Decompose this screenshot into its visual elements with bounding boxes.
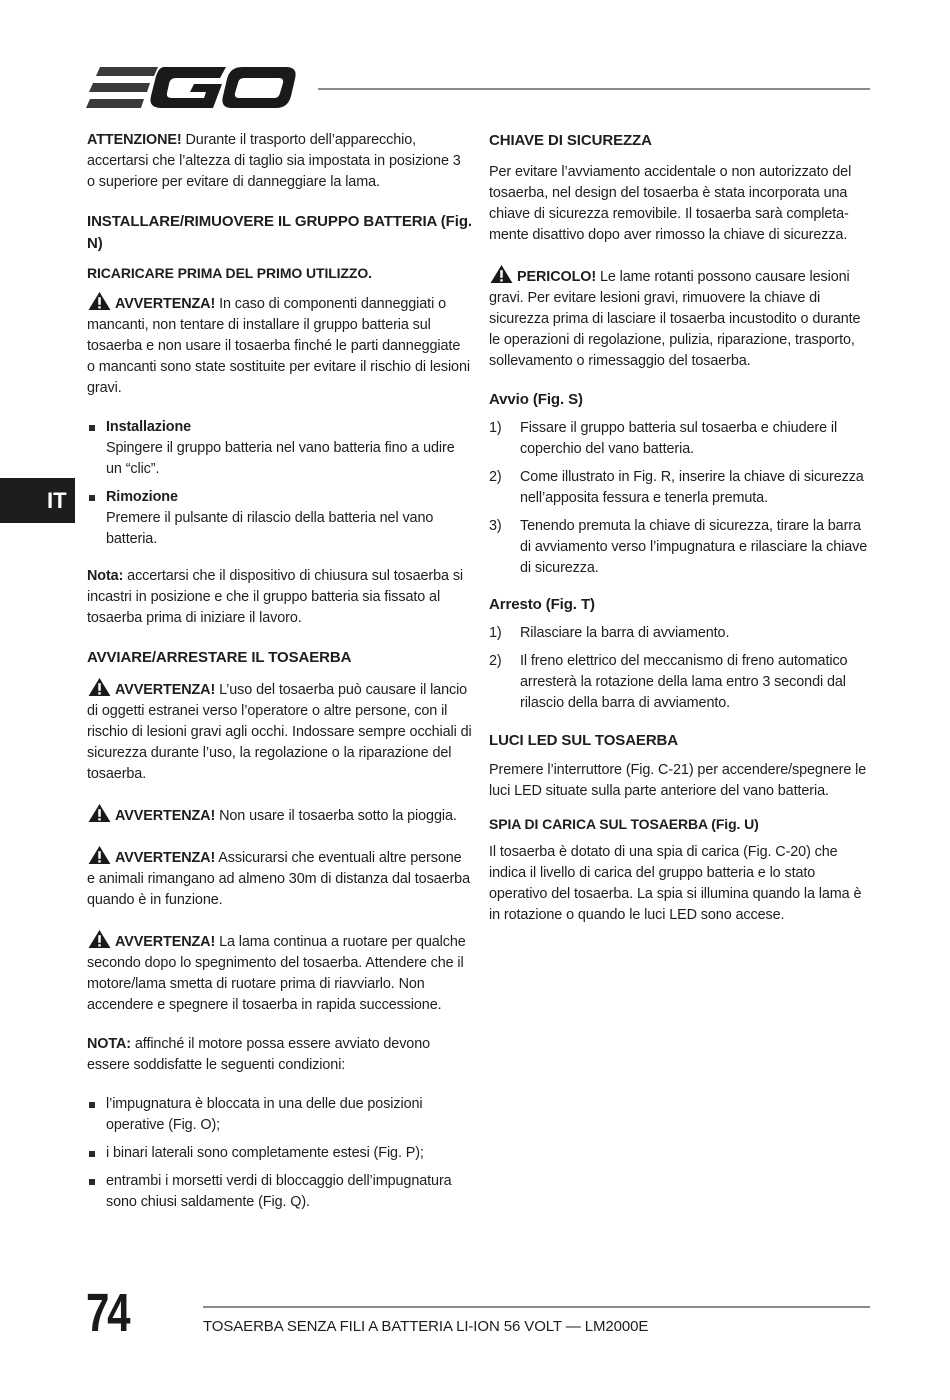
note-latch <box>87 566 472 629</box>
list-item-title: Installazione <box>106 419 192 435</box>
step-number: 2) <box>489 469 502 485</box>
warning-triangle-icon <box>489 264 514 284</box>
charge-indicator-text: Il tosaerba è dotato di una spia di carica (Fig. C-20) che indica il livello di carica del gruppo batteria e lo stato operativo del tosaerba. La spia si illumina quando la lama è in rotazione o quando le luci LED sono accese. <box>489 844 862 923</box>
list-item: entrambi i morsetti verdi di bloccaggio dell’impugnatura sono chiusi saldamente (Fig. Q). <box>87 1171 472 1213</box>
step-number: 1) <box>489 420 502 436</box>
step-text: Il freno elettrico del meccanismo di freno automatico arresterà la rotazione della lama entro 3 secondi dal rilascio della barra di avviamento. <box>520 653 848 711</box>
warning-projectiles <box>87 677 472 785</box>
warning-damaged-parts <box>87 291 472 399</box>
warning-triangle-icon <box>87 803 112 823</box>
step-text: Fissare il gruppo batteria sul tosaerba e chiudere il coperchio del vano batteria. <box>520 420 838 457</box>
list-item <box>489 418 874 460</box>
footer-title: TOSAERBA SENZA FILI A BATTERIA LI-ION 56 VOLT — LM2000E <box>203 1318 649 1335</box>
warning-text: L’uso del tosaerba può causare il lancio di oggetti estranei verso l’operatore o altre persone, con il rischio di lesioni gravi agli occhi. Indossare sempre occhiali di sicurezza durante l’uso, la regolazione o la riparazione del tosaerba. <box>87 682 472 782</box>
warning-tag: AVVERTENZA! <box>115 934 216 950</box>
transport-caution <box>87 130 472 193</box>
section-heading-battery: INSTALLARE/RIMUOVERE IL GRUPPO BATTERIA (Fig. N) <box>87 213 472 252</box>
section-heading-safety-key: CHIAVE DI SICUREZZA <box>489 132 652 149</box>
right-column <box>489 130 874 944</box>
list-item <box>489 516 874 579</box>
warning-rain <box>87 803 472 827</box>
stop-steps-list <box>489 623 874 714</box>
header-rule <box>318 88 870 90</box>
list-item <box>489 467 874 509</box>
warning-text: In caso di componenti danneggiati o mancanti, non tentare di installare il gruppo batteria sul tosaerba e non usare il tosaerba finché le parti danneggiate o mancanti sono state sostituite per evitare il rischio di lesioni gravi. <box>87 296 470 396</box>
section-heading-led: LUCI LED SUL TOSAERBA <box>489 732 679 749</box>
list-item-title: Rimozione <box>106 489 178 505</box>
caution-text: Durante il trasporto dell’apparecchio, accertarsi che l’altezza di taglio sia impostata in posizione 3 o superiore per evitare di danneggiare la lama. <box>87 132 461 190</box>
warning-blade-rotation <box>87 929 472 1016</box>
list-item-text: Premere il pulsante di rilascio della batteria nel vano batteria. <box>106 510 434 547</box>
warning-text: Assicurarsi che eventuali altre persone e animali rimangano ad almeno 30m di distanza dal tosaerba quando è in funzione. <box>87 850 470 908</box>
charge-indicator-heading: SPIA DI CARICA SUL TOSAERBA (Fig. U) <box>489 816 759 832</box>
warning-text: La lama continua a ruotare per qualche secondo dopo lo spegnimento del tosaerba. Attendere che il motore/lama smetta di ruotare prima di riavviarlo. Non accendere e spegnere il tosaerba in rapida successione. <box>87 934 466 1013</box>
warning-tag: AVVERTENZA! <box>115 296 216 312</box>
danger-blades <box>489 264 874 372</box>
danger-text: Le lame rotanti possono causare lesioni gravi. Per evitare lesioni gravi, rimuovere la chiave di sicurezza prima di lasciare il tosaerba incustodito o durante le operazioni di regolazione, pulizia, riparazione, trasporto, sollevamento o rimessaggio del tosaerba. <box>489 269 861 369</box>
list-item-text: Spingere il gruppo batteria nel vano batteria fino a udire un “clic”. <box>106 440 455 477</box>
battery-steps-list <box>87 417 472 550</box>
list-item: i binari laterali sono completamente estesi (Fig. P); <box>87 1143 472 1164</box>
list-item <box>489 651 874 714</box>
warning-triangle-icon <box>87 677 112 697</box>
note-text: affinché il motore possa essere avviato devono essere soddisfatte le seguenti condizioni: <box>87 1036 431 1073</box>
warning-tag: AVVERTENZA! <box>115 808 216 824</box>
page-number: 74 <box>86 1283 129 1343</box>
step-text: Rilasciare la barra di avviamento. <box>520 625 730 641</box>
warning-text: Non usare il tosaerba sotto la pioggia. <box>215 808 457 824</box>
list-item: l’impugnatura è bloccata in una delle due posizioni operative (Fig. O); <box>87 1094 472 1136</box>
charge-heading: RICARICARE PRIMA DEL PRIMO UTILIZZO. <box>87 265 372 281</box>
step-number: 1) <box>489 625 502 641</box>
list-item <box>489 623 874 644</box>
step-number: 3) <box>489 518 502 534</box>
start-steps-list <box>489 418 874 579</box>
conditions-list <box>87 1094 472 1213</box>
list-item <box>87 417 472 480</box>
warning-triangle-icon <box>87 929 112 949</box>
step-number: 2) <box>489 653 502 669</box>
caution-tag: ATTENZIONE! <box>87 132 182 148</box>
safety-key-text: Per evitare l’avviamento accidentale o non autorizzato del tosaerba, nel design del tosaerba è stata incorporata una chiave di sicurezza removibile. Il tosaerba sarà completamente disattivo dopo aver rimosso la chiave di sicurezza. <box>489 164 852 243</box>
left-column <box>87 130 472 1231</box>
start-heading: Avvio (Fig. S) <box>489 391 583 408</box>
warning-distance <box>87 845 472 911</box>
step-text: Come illustrato in Fig. R, inserire la chiave di sicurezza nell’apposita fessura e tenerla premuta. <box>520 469 864 506</box>
note-tag: NOTA: <box>87 1036 131 1052</box>
language-tab <box>0 478 75 523</box>
danger-tag: PERICOLO! <box>517 269 597 285</box>
note-text: accertarsi che il dispositivo di chiusura sul tosaerba si incastri in posizione e che il gruppo batteria sia fissato al tosaerba prima di iniziare il lavoro. <box>87 568 464 626</box>
led-text: Premere l’interruttore (Fig. C-21) per accendere/spegnere le luci LED situate sulla parte anteriore del vano batteria. <box>489 762 867 799</box>
warning-tag: AVVERTENZA! <box>115 850 216 866</box>
list-item <box>87 487 472 550</box>
warning-triangle-icon <box>87 291 112 311</box>
section-heading-start-stop: AVVIARE/ARRESTARE IL TOSAERBA <box>87 649 352 666</box>
note-conditions <box>87 1034 472 1076</box>
stop-heading: Arresto (Fig. T) <box>489 596 595 613</box>
ego-logo <box>86 64 298 112</box>
warning-tag: AVVERTENZA! <box>115 682 216 698</box>
footer-rule <box>203 1306 870 1308</box>
step-text: Tenendo premuta la chiave di sicurezza, tirare la barra di avviamento verso l’impugnatura e rilasciare la chiave di sicurezza. <box>520 518 868 576</box>
warning-triangle-icon <box>87 845 112 865</box>
note-tag: Nota: <box>87 568 124 584</box>
language-tab-label: IT <box>47 488 67 513</box>
